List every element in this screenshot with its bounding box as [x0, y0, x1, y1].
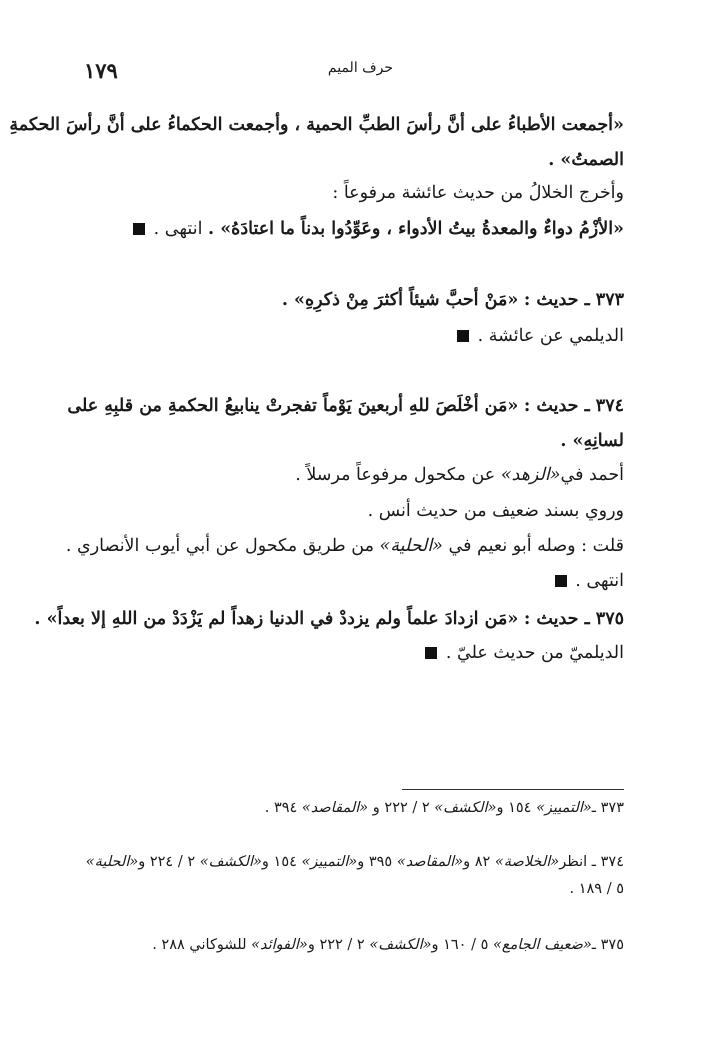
text-line-14: [97, 640, 624, 666]
text-line-1: «أجمعت الأطباءُ على أنَّ رأسَ الطبِّ الحمية ، وأجمعت الحكماءُ على أنَّ رأسَ الحكمةِ: [9, 115, 624, 135]
fn-book: «الفوائد»: [251, 937, 308, 953]
text-line-11: [65, 533, 624, 559]
fn-book: «الخلاصة»: [494, 854, 560, 870]
end-square-icon: [425, 647, 437, 659]
fn-book: «الكشف»: [199, 854, 262, 870]
hadith-number: ٣٧٥ ـ حديث :: [523, 609, 624, 629]
hadith-quote: «مَنْ أحبَّ شيئاً أكثرَ مِنْ ذكرِهِ» .: [281, 290, 519, 310]
closing-word: انتهى .: [575, 571, 624, 591]
hadith-374: [67, 393, 624, 419]
end-square-icon: [555, 575, 567, 587]
footnote-375: [100, 934, 624, 956]
text-part: عن مكحول مرفوعاً مرسلاً .: [295, 465, 496, 485]
text-line-6: [97, 323, 624, 349]
footnote-separator: [402, 789, 624, 790]
text-line-4: [97, 216, 624, 242]
fn-text: ٨٢ و: [463, 854, 491, 870]
page-number: ١٧٩: [84, 58, 118, 83]
hadith-373: [97, 287, 624, 313]
hadith-quote: «مَن ازدادَ علماً ولم يزددْ في الدنيا زهداً لم يَزْدَدْ من اللهِ إلا بعداً» .: [34, 609, 519, 629]
text-line-3: وأخرج الخلالُ من حديث عائشة مرفوعاً :: [332, 183, 624, 203]
fn-text: ٢ / ٢٢٤ و: [138, 854, 196, 870]
fn-text: ١٥٤ و: [261, 854, 297, 870]
fn-text: ٣٧٣ ـ: [591, 800, 624, 816]
end-square-icon: [133, 223, 145, 235]
fn-book: «التمييز»: [301, 854, 358, 870]
footnote-374-cont: ٥ / ١٨٩ .: [569, 881, 624, 897]
fn-book: «التمييز»: [536, 800, 592, 816]
source-note: الديلميّ من حديث عليّ .: [445, 643, 624, 663]
end-square-icon: [457, 330, 469, 342]
fn-text: ١٥٤ و: [496, 800, 532, 816]
text-part: قلت : وصله أبو نعيم في: [448, 536, 624, 556]
fn-text: ٣٩٤ .: [264, 800, 298, 816]
footnote-374: [85, 851, 624, 873]
text-line-8: لسانِهِ» .: [560, 431, 624, 451]
text-line-9: [97, 462, 624, 488]
fn-text: ٢ / ٢٢٢ و: [372, 800, 430, 816]
fn-book: «المقاصد»: [396, 854, 464, 870]
fn-book: «الكشف»: [434, 800, 497, 816]
text-line-2: الصمتُ» .: [548, 150, 624, 170]
fn-book: «الحلية»: [85, 854, 139, 870]
fn-text: ٣٧٥ ـ: [591, 937, 624, 953]
fn-text: ٢ / ٢٢٢ و: [307, 937, 365, 953]
fn-text: للشوكاني ٢٨٨ .: [152, 937, 247, 953]
source-note: الديلمي عن عائشة .: [477, 326, 624, 346]
hadith-quote: «مَن أخْلَصَ للهِ أربعينَ يَوْماً تفجرتْ ينابيعُ الحكمةِ من قلبِهِ على: [67, 396, 519, 416]
text-part: من طريق مكحول عن أبي أيوب الأنصاري .: [65, 536, 374, 556]
fn-text: ٣٩٥ و: [357, 854, 393, 870]
fn-book: «ضعيف الجامع»: [493, 937, 592, 953]
running-title: حرف الميم: [327, 60, 394, 76]
fn-book: «الكشف»: [369, 937, 432, 953]
text-line-10: وروي بسند ضعيف من حديث أنس .: [367, 501, 624, 521]
closing-word: انتهى .: [153, 219, 203, 239]
book-title: «الحلية»: [379, 536, 443, 556]
page-header: [84, 58, 637, 84]
fn-text: ٥ / ١٦٠ و: [431, 937, 489, 953]
text-line-12: [97, 568, 624, 594]
footnote-373: [100, 797, 624, 819]
text-part: أحمد في: [560, 465, 624, 485]
book-title: «الزهد»: [500, 465, 561, 485]
hadith-quote: «الأزْمُ دواءٌ والمعدةُ بيتُ الأدواء ، وعَوِّدُوا بدناً ما اعتادَهُ» .: [208, 219, 624, 239]
hadith-number: ٣٧٣ ـ حديث :: [523, 290, 624, 310]
fn-book: «المقاصد»: [301, 800, 369, 816]
hadith-375: [34, 606, 624, 632]
hadith-number: ٣٧٤ ـ حديث :: [523, 396, 624, 416]
fn-text: ٣٧٤ ـ انظر: [559, 854, 624, 870]
